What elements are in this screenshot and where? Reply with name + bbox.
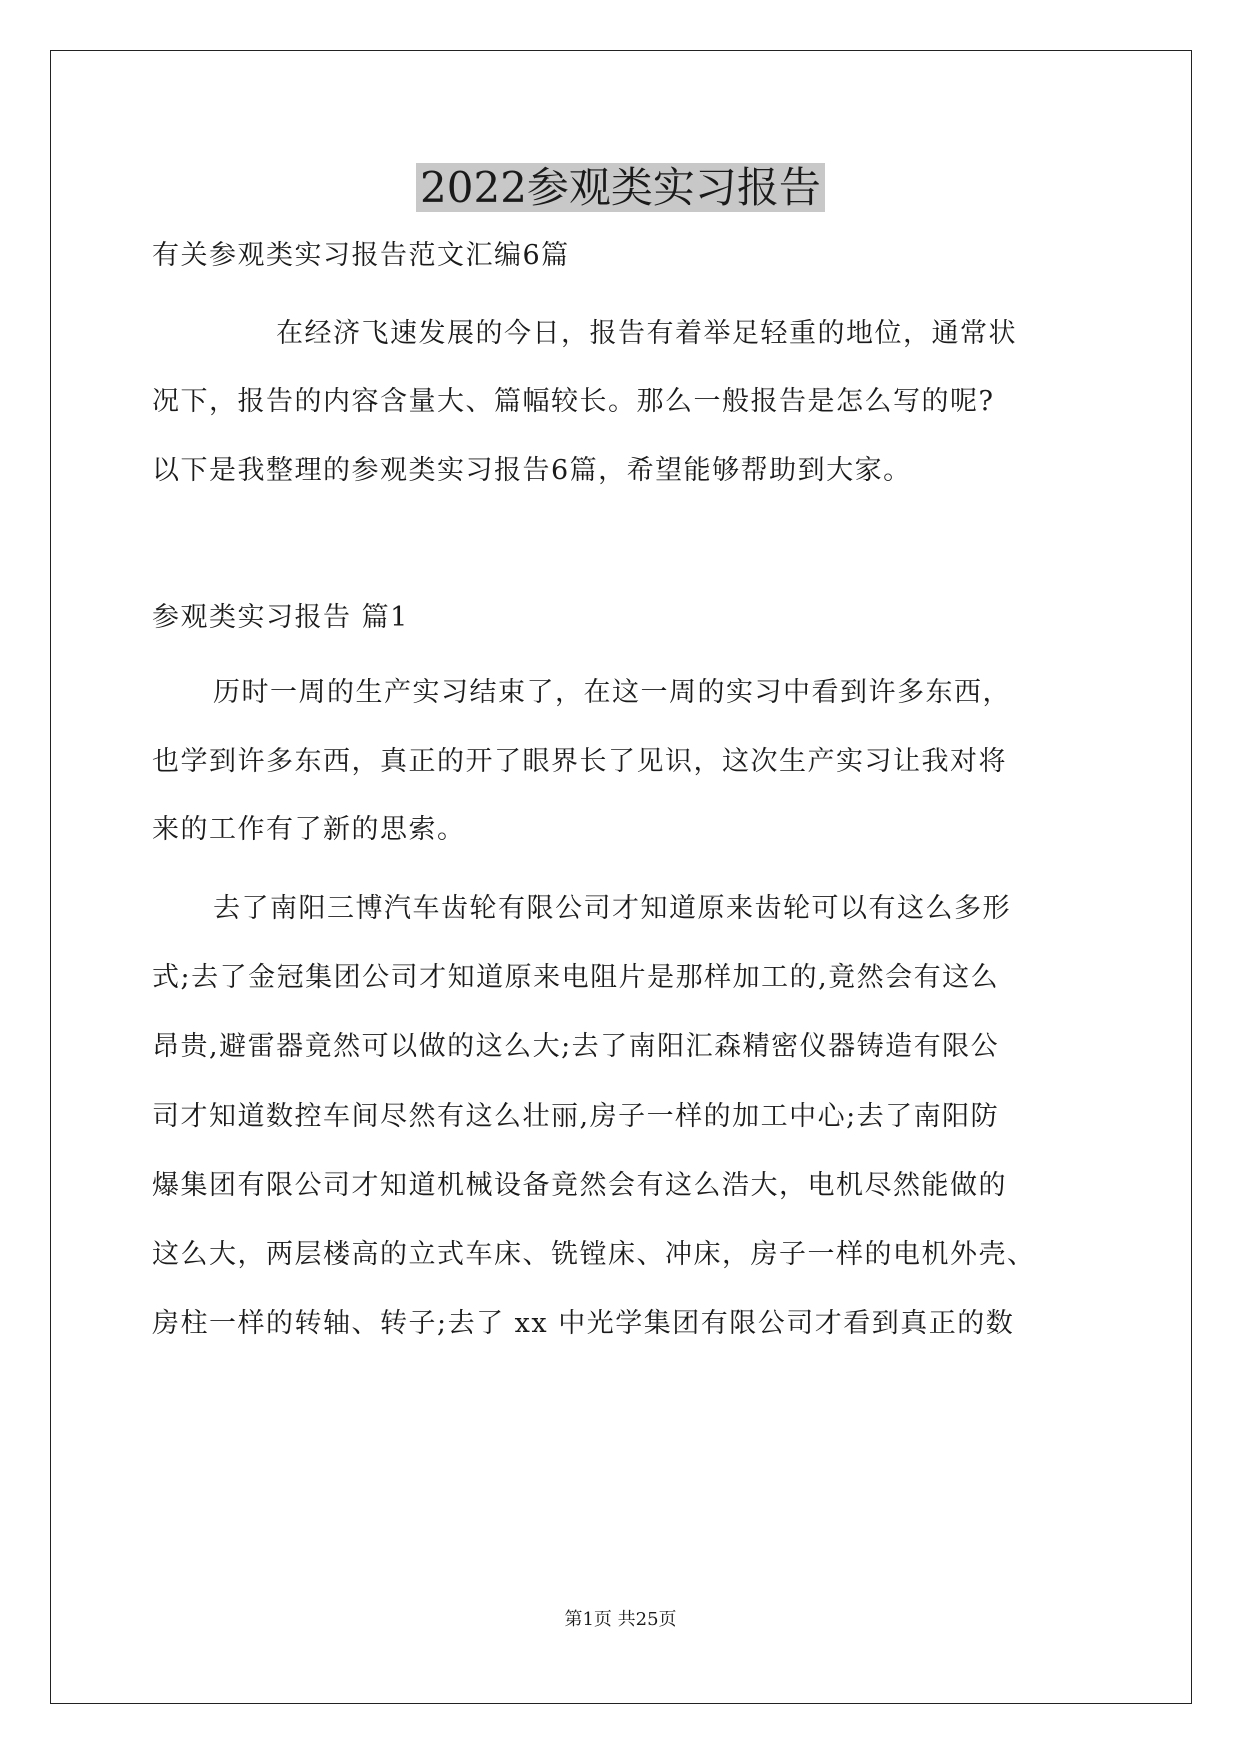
intro-line-3: 以下是我整理的参观类实习报告6篇，希望能够帮助到大家。 — [152, 455, 912, 486]
paragraph2-line-5: 爆集团有限公司才知道机械设备竟然会有这么浩大，电机尽然能做的 — [152, 1170, 1007, 1201]
page-border — [50, 50, 1192, 1704]
intro-line-2: 况下，报告的内容含量大、篇幅较长。那么一般报告是怎么写的呢? — [152, 386, 995, 417]
paragraph1-line-2: 也学到许多东西，真正的开了眼界长了见识，这次生产实习让我对将 — [152, 746, 1007, 777]
document-subtitle: 有关参观类实习报告范文汇编6篇 — [152, 240, 570, 271]
paragraph1-line-1: 历时一周的生产实习结束了，在这一周的实习中看到许多东西， — [213, 677, 1011, 708]
document-title — [0, 158, 1241, 218]
paragraph2-line-4: 司才知道数控车间尽然有这么壮丽,房子一样的加工中心;去了南阳防 — [152, 1101, 1000, 1132]
paragraph1-line-3: 来的工作有了新的思索。 — [152, 814, 466, 845]
paragraph2-line-2: 式;去了金冠集团公司才知道原来电阻片是那样加工的,竟然会有这么 — [152, 962, 1000, 993]
document-title-text: 2022参观类实习报告 — [416, 163, 825, 212]
paragraph2-line-1: 去了南阳三博汽车齿轮有限公司才知道原来齿轮可以有这么多形 — [213, 893, 1011, 924]
section-heading: 参观类实习报告 篇1 — [152, 602, 409, 633]
paragraph2-line-6: 这么大，两层楼高的立式车床、铣镗床、冲床，房子一样的电机外壳、 — [152, 1239, 1036, 1270]
page-number-footer: 第1页 共25页 — [564, 1609, 677, 1630]
intro-line-1: 在经济飞速发展的今日，报告有着举足轻重的地位，通常状 — [276, 318, 1017, 349]
paragraph2-line-3: 昂贵,避雷器竟然可以做的这么大;去了南阳汇森精密仪器铸造有限公 — [152, 1031, 1000, 1062]
paragraph2-line-7: 房柱一样的转轴、转子;去了 xx 中光学集团有限公司才看到真正的数 — [152, 1308, 1015, 1339]
